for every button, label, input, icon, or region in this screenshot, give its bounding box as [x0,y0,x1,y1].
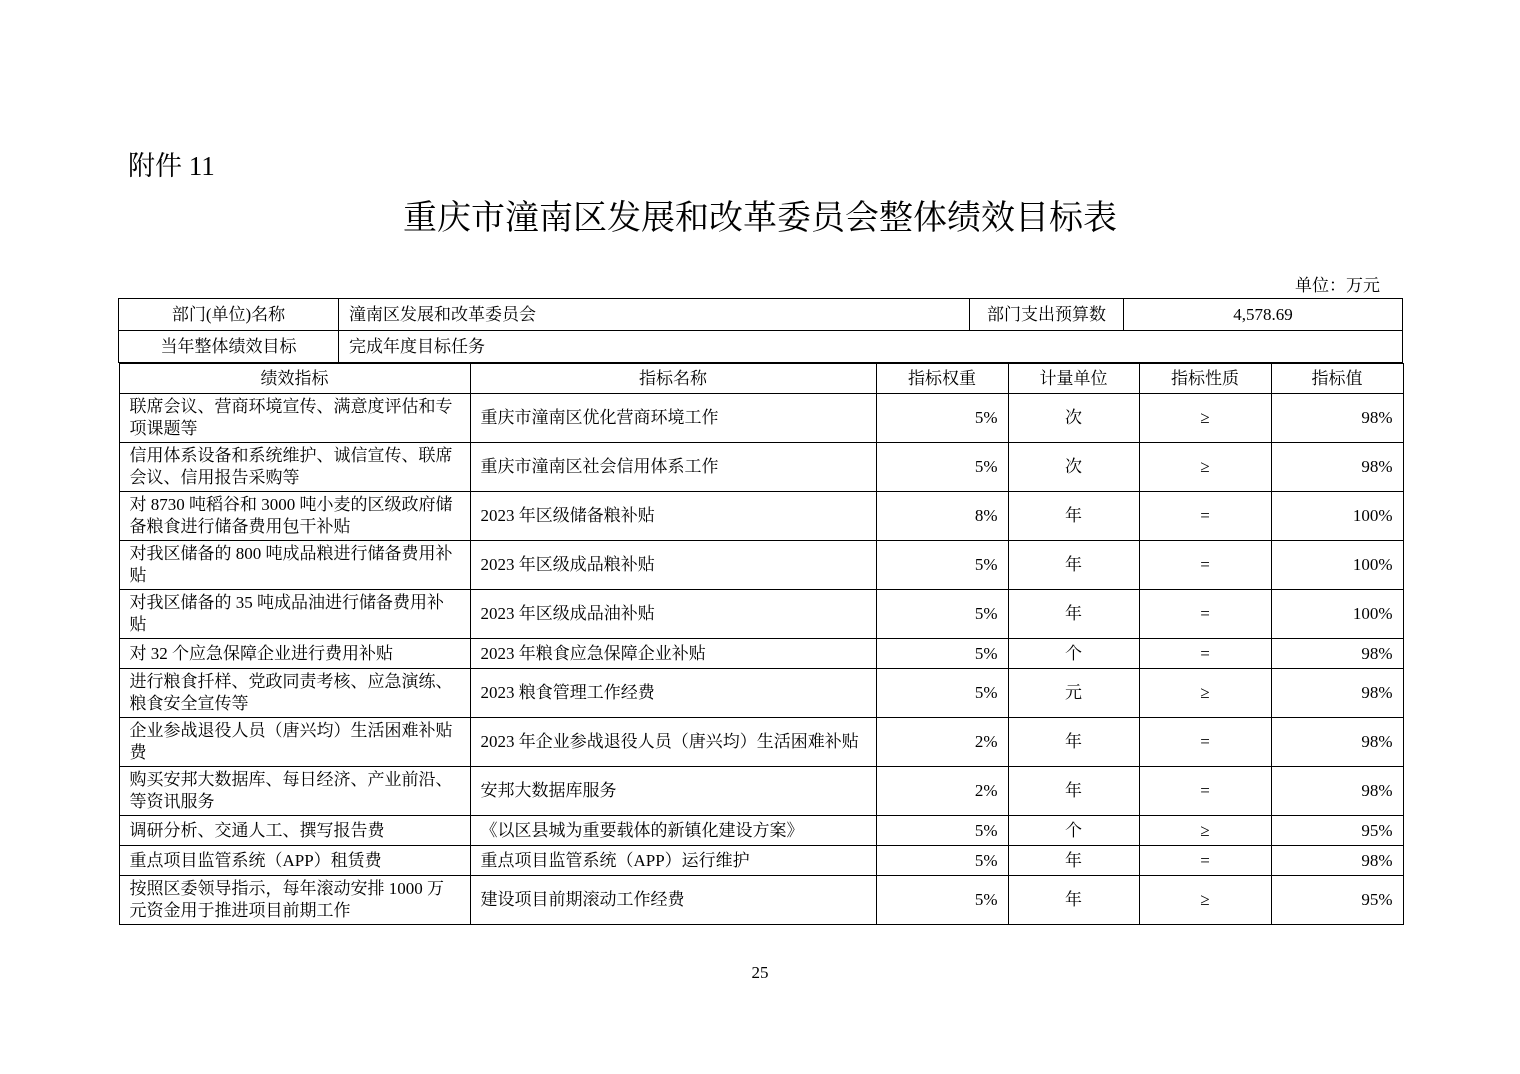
indicator-cell: 联席会议、营商环境宣传、满意度评估和专项课题等 [119,394,470,443]
table-row [119,639,1403,669]
indicator-name-cell: 《以区县城为重要载体的新镇化建设方案》 [470,816,876,846]
indicator-cell: 对 8730 吨稻谷和 3000 吨小麦的区级政府储备粮食进行储备费用包干补贴 [119,492,470,541]
unit-cell: 元 [1008,669,1139,718]
performance-table [118,298,1403,925]
table-row [119,669,1403,718]
table-row [119,846,1403,876]
weight-cell: 5% [876,639,1008,669]
unit-cell: 年 [1008,718,1139,767]
column-header-row [119,364,1403,394]
indicator-cell: 对我区储备的 800 吨成品粮进行储备费用补贴 [119,541,470,590]
col-header-unit: 计量单位 [1008,364,1139,394]
unit-cell: 年 [1008,492,1139,541]
value-cell: 100% [1271,541,1403,590]
weight-cell: 5% [876,876,1008,925]
weight-cell: 5% [876,443,1008,492]
table-row [119,816,1403,846]
page-title: 重庆市潼南区发展和改革委员会整体绩效目标表 [403,198,1117,238]
nature-cell: = [1139,492,1271,541]
indicator-name-cell: 2023 年区级成品粮补贴 [470,541,876,590]
indicator-name-cell: 2023 年区级成品油补贴 [470,590,876,639]
weight-cell: 5% [876,541,1008,590]
value-cell: 98% [1271,443,1403,492]
weight-cell: 5% [876,846,1008,876]
value-cell: 98% [1271,767,1403,816]
goal-label: 当年整体绩效目标 [119,331,339,363]
indicator-cell: 调研分析、交通人工、撰写报告费 [119,816,470,846]
nature-cell: = [1139,541,1271,590]
unit-cell: 个 [1008,639,1139,669]
indicator-cell: 对我区储备的 35 吨成品油进行储备费用补贴 [119,590,470,639]
indicator-cell: 进行粮食扦样、党政同责考核、应急演练、粮食安全宣传等 [119,669,470,718]
unit-cell: 年 [1008,846,1139,876]
table-row [119,541,1403,590]
indicator-cell: 信用体系设备和系统维护、诚信宣传、联席会议、信用报告采购等 [119,443,470,492]
goal-row [119,331,1403,363]
nature-cell: = [1139,767,1271,816]
weight-cell: 8% [876,492,1008,541]
table-row [119,767,1403,816]
nature-cell: ≥ [1139,816,1271,846]
value-cell: 95% [1271,876,1403,925]
nature-cell: = [1139,846,1271,876]
table-row [119,718,1403,767]
table-row [119,590,1403,639]
dept-name-label: 部门(单位)名称 [119,299,339,331]
indicator-name-cell: 重庆市潼南区社会信用体系工作 [470,443,876,492]
weight-cell: 5% [876,669,1008,718]
table-row [119,443,1403,492]
table-row [119,876,1403,925]
col-header-nature: 指标性质 [1139,364,1271,394]
table-row [119,492,1403,541]
indicator-table-wrapper [119,363,1403,926]
indicator-name-cell: 2023 年企业参战退役人员（唐兴均）生活困难补贴 [470,718,876,767]
unit-cell: 年 [1008,541,1139,590]
unit-cell: 次 [1008,394,1139,443]
value-cell: 98% [1271,639,1403,669]
value-cell: 98% [1271,846,1403,876]
weight-cell: 5% [876,816,1008,846]
budget-value: 4,578.69 [1124,299,1403,331]
weight-cell: 5% [876,394,1008,443]
dept-name-value: 潼南区发展和改革委员会 [339,299,970,331]
value-cell: 98% [1271,394,1403,443]
nature-cell: ≥ [1139,669,1271,718]
value-cell: 98% [1271,718,1403,767]
col-header-name: 指标名称 [470,364,876,394]
weight-cell: 2% [876,767,1008,816]
indicator-name-cell: 重点项目监管系统（APP）运行维护 [470,846,876,876]
budget-label: 部门支出预算数 [970,299,1124,331]
weight-cell: 2% [876,718,1008,767]
nature-cell: = [1139,639,1271,669]
indicator-cell: 购买安邦大数据库、每日经济、产业前沿、等资讯服务 [119,767,470,816]
col-header-weight: 指标权重 [876,364,1008,394]
nature-cell: ≥ [1139,394,1271,443]
nature-cell: = [1139,590,1271,639]
indicator-name-cell: 重庆市潼南区优化营商环境工作 [470,394,876,443]
goal-value: 完成年度目标任务 [339,331,1403,363]
value-cell: 100% [1271,590,1403,639]
unit-label: 单位：万元 [1295,276,1380,295]
indicator-name-cell: 安邦大数据库服务 [470,767,876,816]
indicator-name-cell: 建设项目前期滚动工作经费 [470,876,876,925]
indicator-cell: 重点项目监管系统（APP）租赁费 [119,846,470,876]
indicator-cell: 按照区委领导指示，每年滚动安排 1000 万元资金用于推进项目前期工作 [119,876,470,925]
indicator-cell: 对 32 个应急保障企业进行费用补贴 [119,639,470,669]
weight-cell: 5% [876,590,1008,639]
nature-cell: ≥ [1139,876,1271,925]
page-number: 25 [751,963,769,982]
unit-cell: 年 [1008,590,1139,639]
attachment-label: 附件 11 [128,151,215,181]
indicator-name-cell: 2023 年粮食应急保障企业补贴 [470,639,876,669]
col-header-indicator: 绩效指标 [119,364,470,394]
col-header-value: 指标值 [1271,364,1403,394]
unit-cell: 年 [1008,767,1139,816]
value-cell: 95% [1271,816,1403,846]
indicator-name-cell: 2023 年区级储备粮补贴 [470,492,876,541]
indicator-table [119,363,1404,925]
nature-cell: = [1139,718,1271,767]
indicator-cell: 企业参战退役人员（唐兴均）生活困难补贴费 [119,718,470,767]
unit-cell: 个 [1008,816,1139,846]
dept-row [119,299,1403,331]
unit-cell: 年 [1008,876,1139,925]
unit-cell: 次 [1008,443,1139,492]
value-cell: 100% [1271,492,1403,541]
indicator-name-cell: 2023 粮食管理工作经费 [470,669,876,718]
nature-cell: ≥ [1139,443,1271,492]
value-cell: 98% [1271,669,1403,718]
table-row [119,394,1403,443]
